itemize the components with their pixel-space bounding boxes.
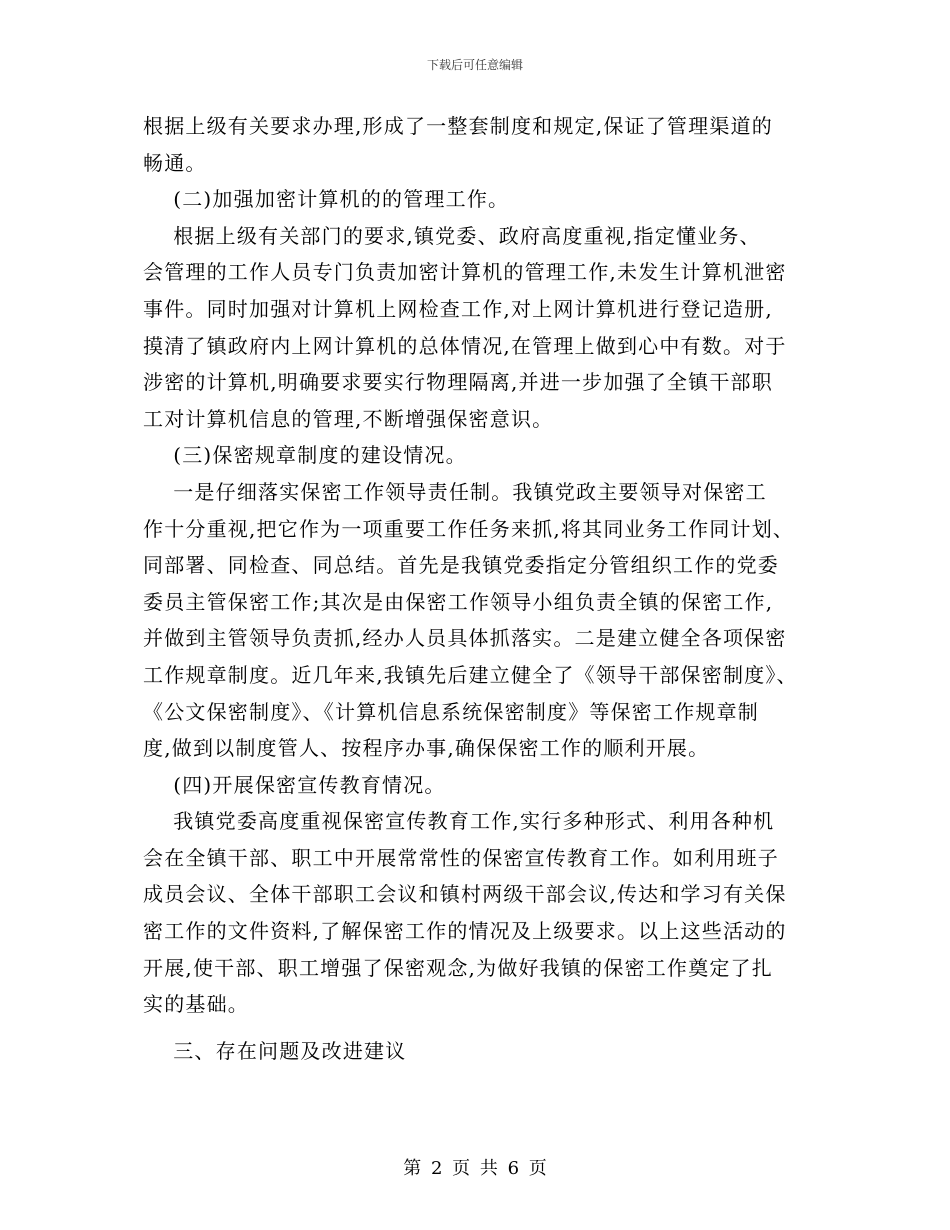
header-note: 下载后可任意编辑	[426, 58, 523, 72]
paragraph-line: 事件。同时加强对计算机上网检查工作,对上网计算机进行登记造册,	[143, 296, 773, 321]
paragraph-line: 度,做到以制度管人、按程序办事,确保保密工作的顺利开展。	[143, 736, 710, 761]
section-heading: 三、存在问题及改进建议	[143, 1038, 407, 1063]
paragraph-line: 作十分重视,把它作为一项重要工作任务来抓,将其同业务工作同计划、	[143, 516, 795, 541]
paragraph-line: 根据上级有关部门的要求,镇党委、政府高度重视,指定懂业务、	[143, 223, 761, 248]
subheading: (二)加强加密计算机的的管理工作。	[143, 187, 510, 212]
paragraph-line: 会在全镇干部、职工中开展常常性的保密宣传教育工作。如利用班子	[143, 845, 779, 870]
paragraph-line: 工对计算机信息的管理,不断增强保密意识。	[143, 406, 554, 431]
paragraph-line: 《公文保密制度》、《计算机信息系统保密制度》等保密工作规章制	[143, 699, 759, 724]
paragraph-line: 根据上级有关要求办理,形成了一整套制度和规定,保证了管理渠道的	[143, 114, 773, 138]
subheading: (三)保密规章制度的建设情况。	[143, 443, 467, 468]
page-number: 第 2 页 共 6 页	[403, 1158, 547, 1179]
paragraph-line: 一是仔细落实保密工作领导责任制。我镇党政主要领导对保密工	[143, 479, 767, 504]
paragraph-line: 成员会议、全体干部职工会议和镇村两级干部会议,传达和学习有关保	[143, 882, 787, 907]
paragraph-line: 会管理的工作人员专门负责加密计算机的管理工作,未发生计算机泄密	[143, 260, 787, 285]
paragraph-line: 开展,使干部、职工增强了保密观念,为做好我镇的保密工作奠定了扎	[143, 955, 773, 980]
paragraph-line: 摸清了镇政府内上网计算机的总体情况,在管理上做到心中有数。对于	[143, 333, 787, 358]
paragraph-line: 委员主管保密工作;其次是由保密工作领导小组负责全镇的保密工作,	[143, 589, 774, 614]
paragraph-line: 同部署、同检查、同总结。首先是我镇党委指定分管组织工作的党委	[143, 553, 779, 578]
paragraph-line: 涉密的计算机,明确要求要实行物理隔离,并进一步加强了全镇干部职	[143, 370, 773, 395]
paragraph-line: 我镇党委高度重视保密宣传教育工作,实行多种形式、利用各种机	[143, 809, 775, 834]
subheading: (四)开展保密宣传教育情况。	[143, 772, 446, 797]
paragraph-line: 工作规章制度。近几年来,我镇先后建立健全了《领导干部保密制度》、	[143, 662, 798, 687]
paragraph-line: 实的基础。	[143, 992, 249, 1017]
paragraph-line: 密工作的文件资料,了解保密工作的情况及上级要求。以上这些活动的	[143, 919, 787, 944]
paragraph-line: 并做到主管领导负责抓,经办人员具体抓落实。二是建立健全各项保密	[143, 626, 787, 651]
paragraph-line: 畅通。	[143, 150, 207, 175]
document-body	[143, 108, 815, 1069]
